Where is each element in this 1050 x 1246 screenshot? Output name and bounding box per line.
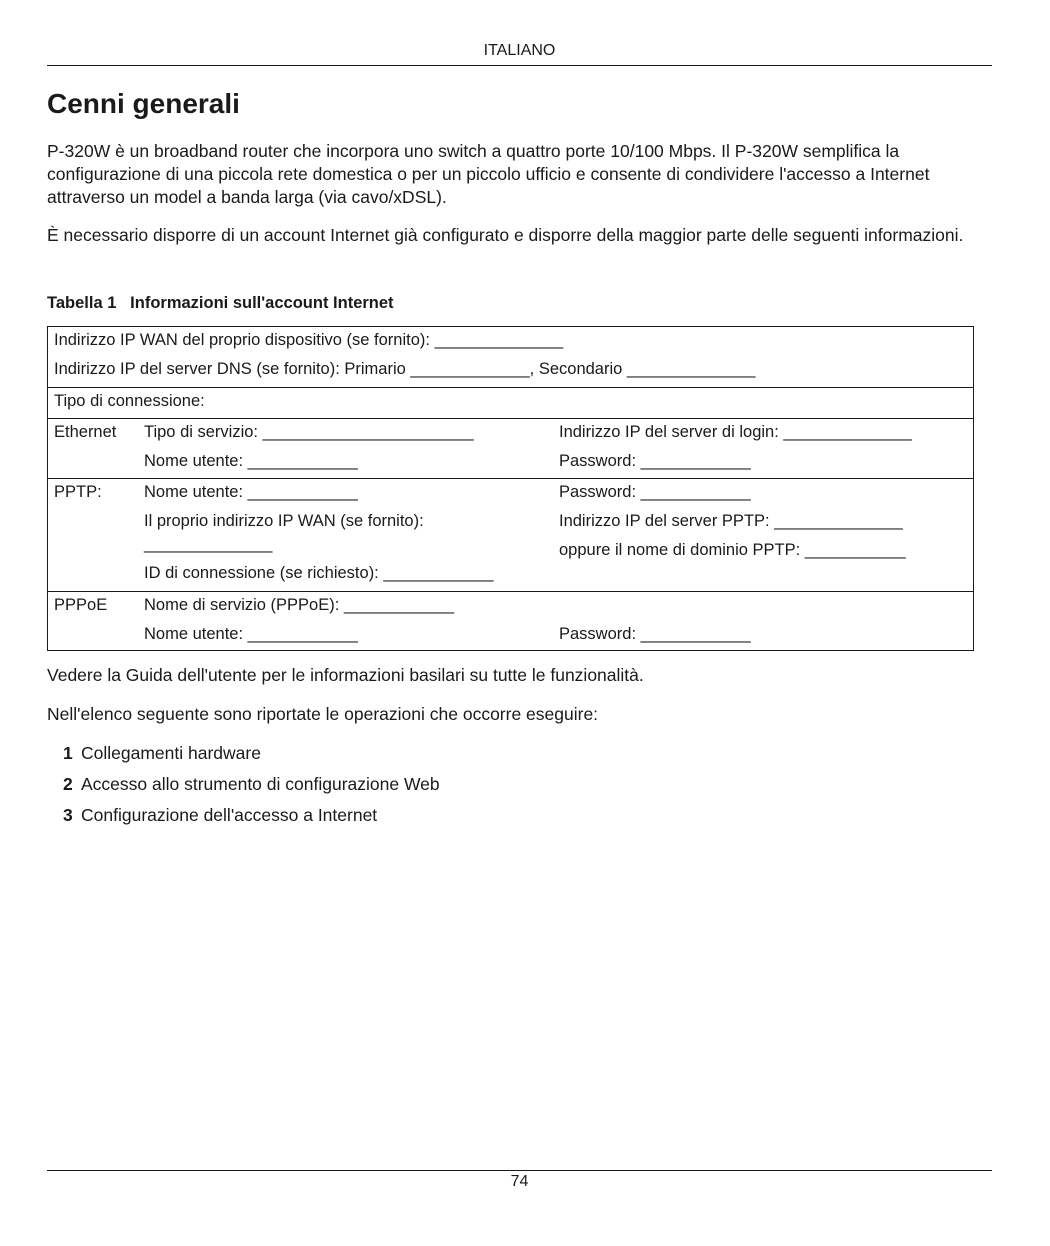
pptp-password-field: Password: ____________ bbox=[559, 483, 751, 501]
table-caption bbox=[47, 292, 394, 314]
dns-field: Indirizzo IP del server DNS (se fornito): Primario _____________, Secondario ______________ bbox=[54, 360, 756, 378]
intro-paragraph: P-320W è un broadband router che incorpora uno switch a quattro porte 10/100 Mbps. Il P-320W semplifica la configurazione di una piccola rete domestica o per un piccolo ufficio e consente di condividere l'accesso a Internet attraverso un model a banda larga (via cavo/xDSL). bbox=[47, 141, 930, 207]
table-row-pptp bbox=[48, 479, 973, 592]
table-row-ethernet bbox=[48, 419, 973, 479]
pptp-server-ip-field: Indirizzo IP del server PPTP: ______________ bbox=[559, 512, 903, 530]
ethernet-username-field: Nome utente: ____________ bbox=[144, 452, 358, 470]
connection-type-label: Tipo di connessione: bbox=[54, 392, 205, 410]
pppoe-password-field: Password: ____________ bbox=[559, 625, 751, 643]
internet-account-table bbox=[47, 326, 974, 651]
wan-ip-field: Indirizzo IP WAN del proprio dispositivo (se fornito): ______________ bbox=[54, 331, 564, 349]
step-number: 2 bbox=[63, 774, 73, 794]
pptp-own-wan-ip-blank: ______________ bbox=[144, 535, 273, 553]
pppoe-label: PPPoE bbox=[54, 596, 108, 614]
step-number: 3 bbox=[63, 805, 73, 825]
pptp-domain-name-field: oppure il nome di dominio PPTP: ___________ bbox=[559, 541, 906, 559]
ethernet-label: Ethernet bbox=[54, 423, 117, 441]
pptp-connection-id-field: ID di connessione (se richiesto): ____________ bbox=[144, 564, 494, 582]
guide-paragraph: Vedere la Guida dell'utente per le informazioni basilari su tutte le funzionalità. bbox=[47, 665, 644, 685]
table-row-general bbox=[48, 327, 973, 388]
page-number: 74 bbox=[510, 1173, 529, 1190]
ethernet-login-server-field: Indirizzo IP del server di login: ______________ bbox=[559, 423, 912, 441]
page-header-language: ITALIANO bbox=[483, 42, 556, 59]
table-row-connection-type bbox=[48, 388, 973, 419]
steps-list bbox=[63, 742, 440, 835]
list-item bbox=[63, 773, 440, 804]
step-number: 1 bbox=[63, 743, 73, 763]
list-item bbox=[63, 742, 440, 773]
page-title: Cenni generali bbox=[47, 88, 240, 119]
ethernet-password-field: Password: ____________ bbox=[559, 452, 751, 470]
ethernet-service-type-field: Tipo di servizio: _______________________ bbox=[144, 423, 474, 441]
pptp-label: PPTP: bbox=[54, 483, 102, 501]
pppoe-username-field: Nome utente: ____________ bbox=[144, 625, 358, 643]
requirement-paragraph: È necessario disporre di un account Internet già configurato e disporre della maggior parte delle seguenti informazioni. bbox=[47, 225, 964, 245]
steps-intro-paragraph: Nell'elenco seguente sono riportate le operazioni che occorre eseguire: bbox=[47, 704, 599, 724]
table-row-pppoe bbox=[48, 592, 973, 650]
step-text: Configurazione dell'accesso a Internet bbox=[81, 805, 378, 825]
table-caption-title: Informazioni sull'account Internet bbox=[130, 294, 394, 312]
pppoe-service-name-field: Nome di servizio (PPPoE): ____________ bbox=[144, 596, 455, 614]
header-divider bbox=[47, 65, 992, 66]
pptp-username-field: Nome utente: ____________ bbox=[144, 483, 358, 501]
table-caption-label: Tabella 1 bbox=[47, 294, 117, 312]
list-item bbox=[63, 804, 440, 835]
pptp-own-wan-ip-field: Il proprio indirizzo IP WAN (se fornito): bbox=[144, 512, 424, 530]
step-text: Accesso allo strumento di configurazione Web bbox=[81, 774, 440, 794]
step-text: Collegamenti hardware bbox=[81, 743, 261, 763]
